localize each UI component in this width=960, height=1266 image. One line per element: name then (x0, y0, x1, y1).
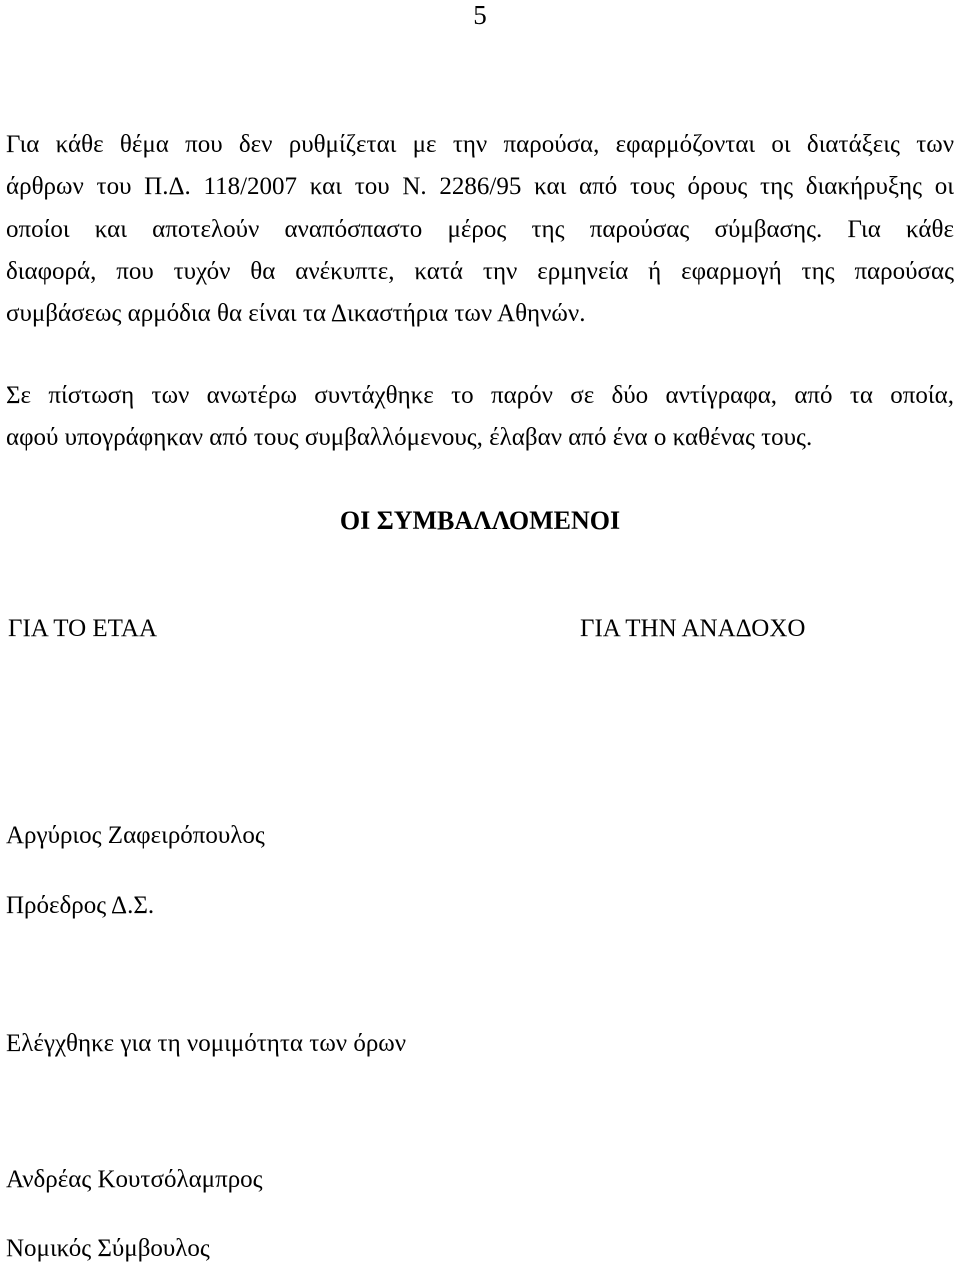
legal-advisor-name: Ανδρέας Κουτσόλαμπρος (6, 1166, 263, 1193)
signatory-label-contractor: ΓΙΑ ΤΗΝ ΑΝΑΔΟΧΟ (580, 615, 806, 642)
paragraph-line: διαφορά, που τυχόν θα ανέκυπτε, κατά την ερμηνεία ή εφαρμογή της παρούσας (6, 257, 954, 285)
paragraph-line: συμβάσεως αρμόδια θα είναι τα Δικαστήρια των Αθηνών. (6, 300, 586, 328)
paragraph-line: αφού υπογράφηκαν από τους συμβαλλόμενους, έλαβαν από ένα ο καθένας τους. (6, 424, 813, 452)
signer-name: Αργύριος Ζαφειρόπουλος (6, 822, 265, 849)
terms-paragraph (6, 124, 954, 335)
parties-heading: ΟΙ ΣΥΜΒΑΛΛΟΜΕΝΟΙ (339, 506, 621, 535)
witness-paragraph (6, 375, 954, 460)
legal-check-note: Ελέγχθηκε για τη νομιμότητα των όρων (6, 1030, 407, 1057)
signatory-label-etaa: ΓΙΑ ΤΟ ΕΤΑΑ (8, 615, 158, 642)
signer-title: Πρόεδρος Δ.Σ. (6, 892, 155, 919)
legal-advisor-title: Νομικός Σύμβουλος (6, 1235, 210, 1262)
page-number: 5 (473, 0, 487, 30)
paragraph-line: Για κάθε θέμα που δεν ρυθμίζεται με την παρούσα, εφαρμόζονται οι διατάξεις των (6, 131, 954, 158)
paragraph-line: οποίοι και αποτελούν αναπόσπαστο μέρος της παρούσας σύμβασης. Για κάθε (6, 215, 954, 243)
paragraph-line: Σε πίστωση των ανωτέρω συντάχθηκε το παρόν σε δύο αντίγραφα, από τα οποία, (6, 382, 954, 409)
paragraph-line: άρθρων του Π.Δ. 118/2007 και του Ν. 2286/95 και από τους όρους της διακήρυξης οι (6, 173, 954, 201)
